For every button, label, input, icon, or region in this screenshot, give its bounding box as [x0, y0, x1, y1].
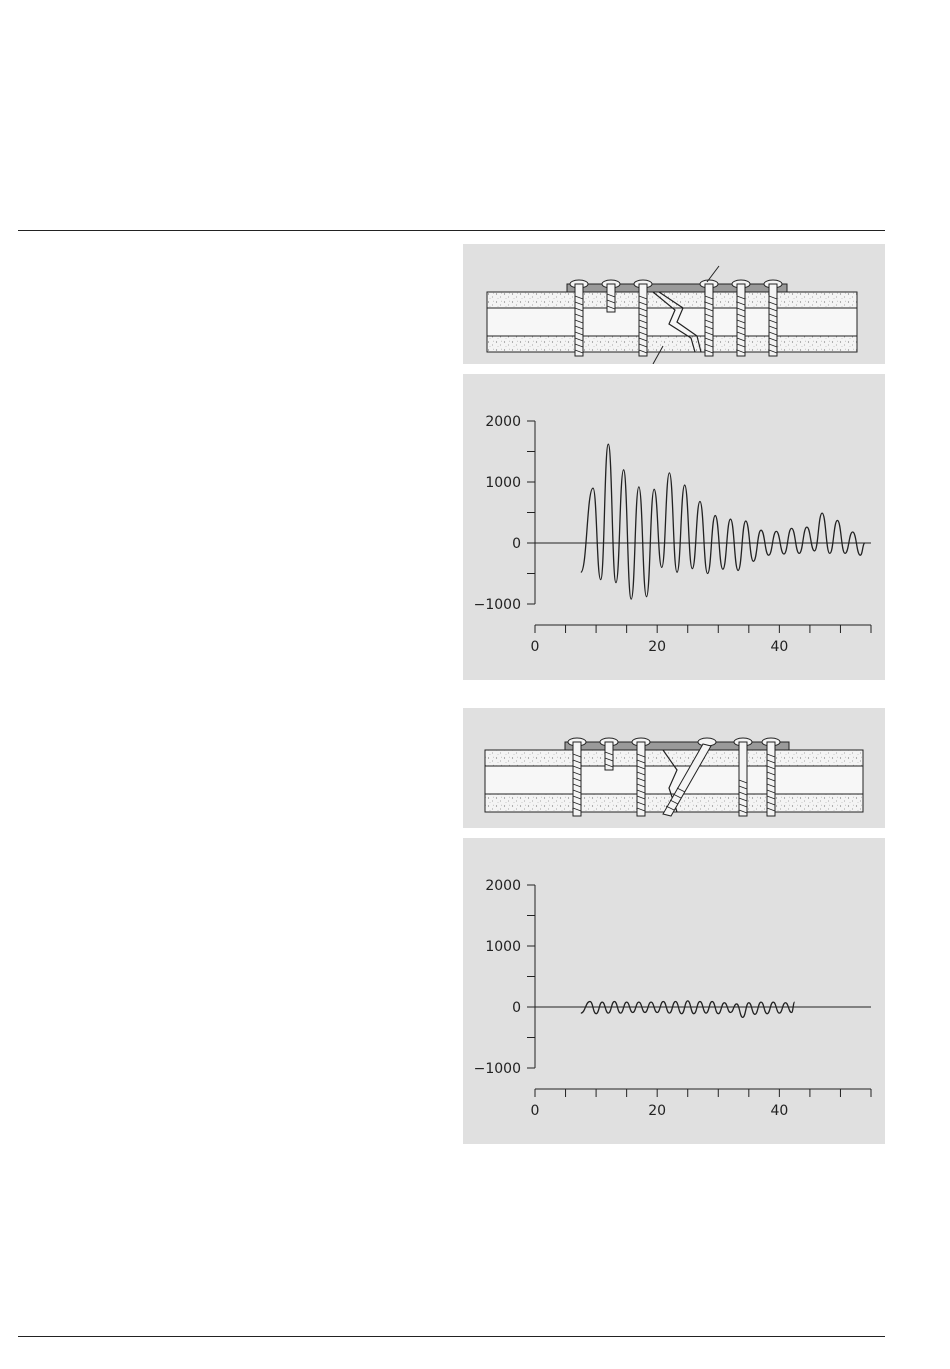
diagram-panel-2 [463, 708, 885, 828]
top-rule [18, 230, 885, 231]
force-trace-line [581, 1001, 795, 1017]
chart-panel-1 [463, 374, 885, 680]
x-tick-label: 40 [770, 1103, 789, 1119]
x-tick-label: 0 [530, 639, 540, 655]
force-chart-1 [463, 374, 885, 680]
y-tick-label: 0 [512, 536, 521, 552]
chart-panel-2 [463, 838, 885, 1144]
x-tick-label: 20 [648, 1103, 667, 1119]
y-tick-label: 1000 [485, 939, 521, 955]
bottom-rule [18, 1336, 885, 1337]
y-tick-label: 2000 [485, 878, 521, 894]
x-tick-label: 40 [770, 639, 789, 655]
diagram-panel-1 [463, 244, 885, 364]
y-tick-label: −1000 [473, 1061, 521, 1077]
bone-plate-screws-icon [463, 244, 885, 364]
force-trace-line [581, 444, 865, 599]
y-tick-label: 1000 [485, 475, 521, 491]
y-tick-label: 0 [512, 1000, 521, 1016]
y-tick-label: −1000 [473, 597, 521, 613]
x-tick-label: 20 [648, 639, 667, 655]
bone-plate-lag-screw-icon [463, 708, 885, 828]
x-tick-label: 0 [530, 1103, 540, 1119]
force-chart-2 [463, 838, 885, 1144]
y-tick-label: 2000 [485, 414, 521, 430]
